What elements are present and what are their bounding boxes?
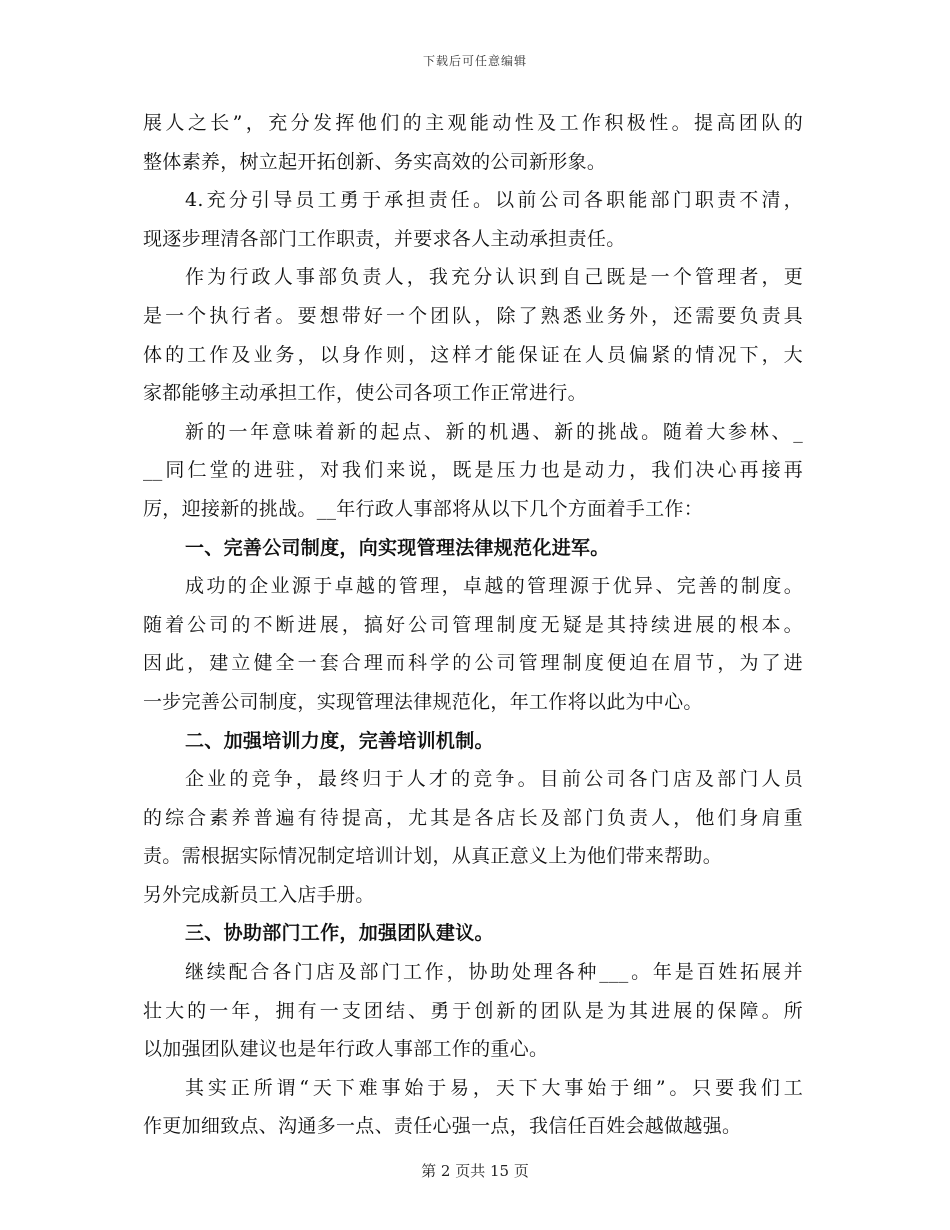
paragraph-line: 体的工作及业务，以身作则，这样才能保证在人员偏紧的情况下，大 <box>143 343 803 366</box>
paragraph-line: 另外完成新员工入店手册。 <box>143 883 375 906</box>
paragraph-line: 壮大的一年，拥有一支团结、勇于创新的团队是为其进展的保障。所 <box>143 999 803 1022</box>
paragraph-line: 作更加细致点、沟通多一点、责任心强一点，我信任百姓会越做越强。 <box>143 1115 742 1138</box>
paragraph-line: 责。需根据实际情况制定培训计划，从真正意义上为他们带来帮助。 <box>143 845 723 868</box>
paragraph-line: 企业的竞争，最终归于人才的竞争。目前公司各门店及部门人员 <box>185 768 803 791</box>
paragraph-line: 现逐步理清各部门工作职责，并要求各人主动承担责任。 <box>143 227 626 250</box>
paragraph-line: 作为行政人事部负责人，我充分认识到自己既是一个管理者，更 <box>185 266 803 289</box>
paragraph-line: 一步完善公司制度，实现管理法律规范化，年工作将以此为中心。 <box>143 690 703 713</box>
paragraph-line: 其实正所谓“天下难事始于易，天下大事始于细”。只要我们工 <box>185 1076 803 1099</box>
section-heading: 一、完善公司制度，向实现管理法律规范化进军。 <box>185 536 610 559</box>
document-body <box>143 104 803 1146</box>
paragraph-line: 展人之长”，充分发挥他们的主观能动性及工作积极性。提高团队的 <box>143 112 803 134</box>
section-heading: 三、协助部门工作，加强团队建议。 <box>185 922 494 945</box>
paragraph-line: 成功的企业源于卓越的管理，卓越的管理源于优异、完善的制度。 <box>185 575 803 598</box>
paragraph-line: 因此，建立健全一套合理而科学的公司管理制度便迫在眉节，为了进 <box>143 652 803 675</box>
paragraph-line: 以加强团队建议也是年行政人事部工作的重心。 <box>143 1038 549 1061</box>
paragraph-line: 的综合素养普遍有待提高，尤其是各店长及部门负责人，他们身肩重 <box>143 806 803 829</box>
paragraph-line: 随着公司的不断进展，搞好公司管理制度无疑是其持续进展的根本。 <box>143 613 803 636</box>
section-heading: 二、加强培训力度，完善培训机制。 <box>185 729 494 752</box>
paragraph-line: 整体素养，树立起开拓创新、务实高效的公司新形象。 <box>143 150 607 173</box>
paragraph-line: 4.充分引导员工勇于承担责任。以前公司各职能部门职责不清， <box>185 189 803 212</box>
paragraph-line: 是一个执行者。要想带好一个团队，除了熟悉业务外，还需要负责具 <box>143 304 803 327</box>
paragraph-line: 家都能够主动承担工作，使公司各项工作正常进行。 <box>143 382 587 405</box>
paragraph-line: __同仁堂的进驻，对我们来说，既是压力也是动力，我们决心再接再 <box>143 459 803 482</box>
page-header: 下载后可任意编辑 <box>422 54 527 68</box>
paragraph-line: 继续配合各门店及部门工作，协助处理各种___。年是百姓拓展并 <box>185 961 803 984</box>
page-footer: 第 2 页共 15 页 <box>421 1162 529 1180</box>
paragraph-line: 厉，迎接新的挑战。__年行政人事部将从以下几个方面着手工作： <box>143 497 704 520</box>
paragraph-line: 新的一年意味着新的起点、新的机遇、新的挑战。随着大参林、_ <box>185 420 803 443</box>
